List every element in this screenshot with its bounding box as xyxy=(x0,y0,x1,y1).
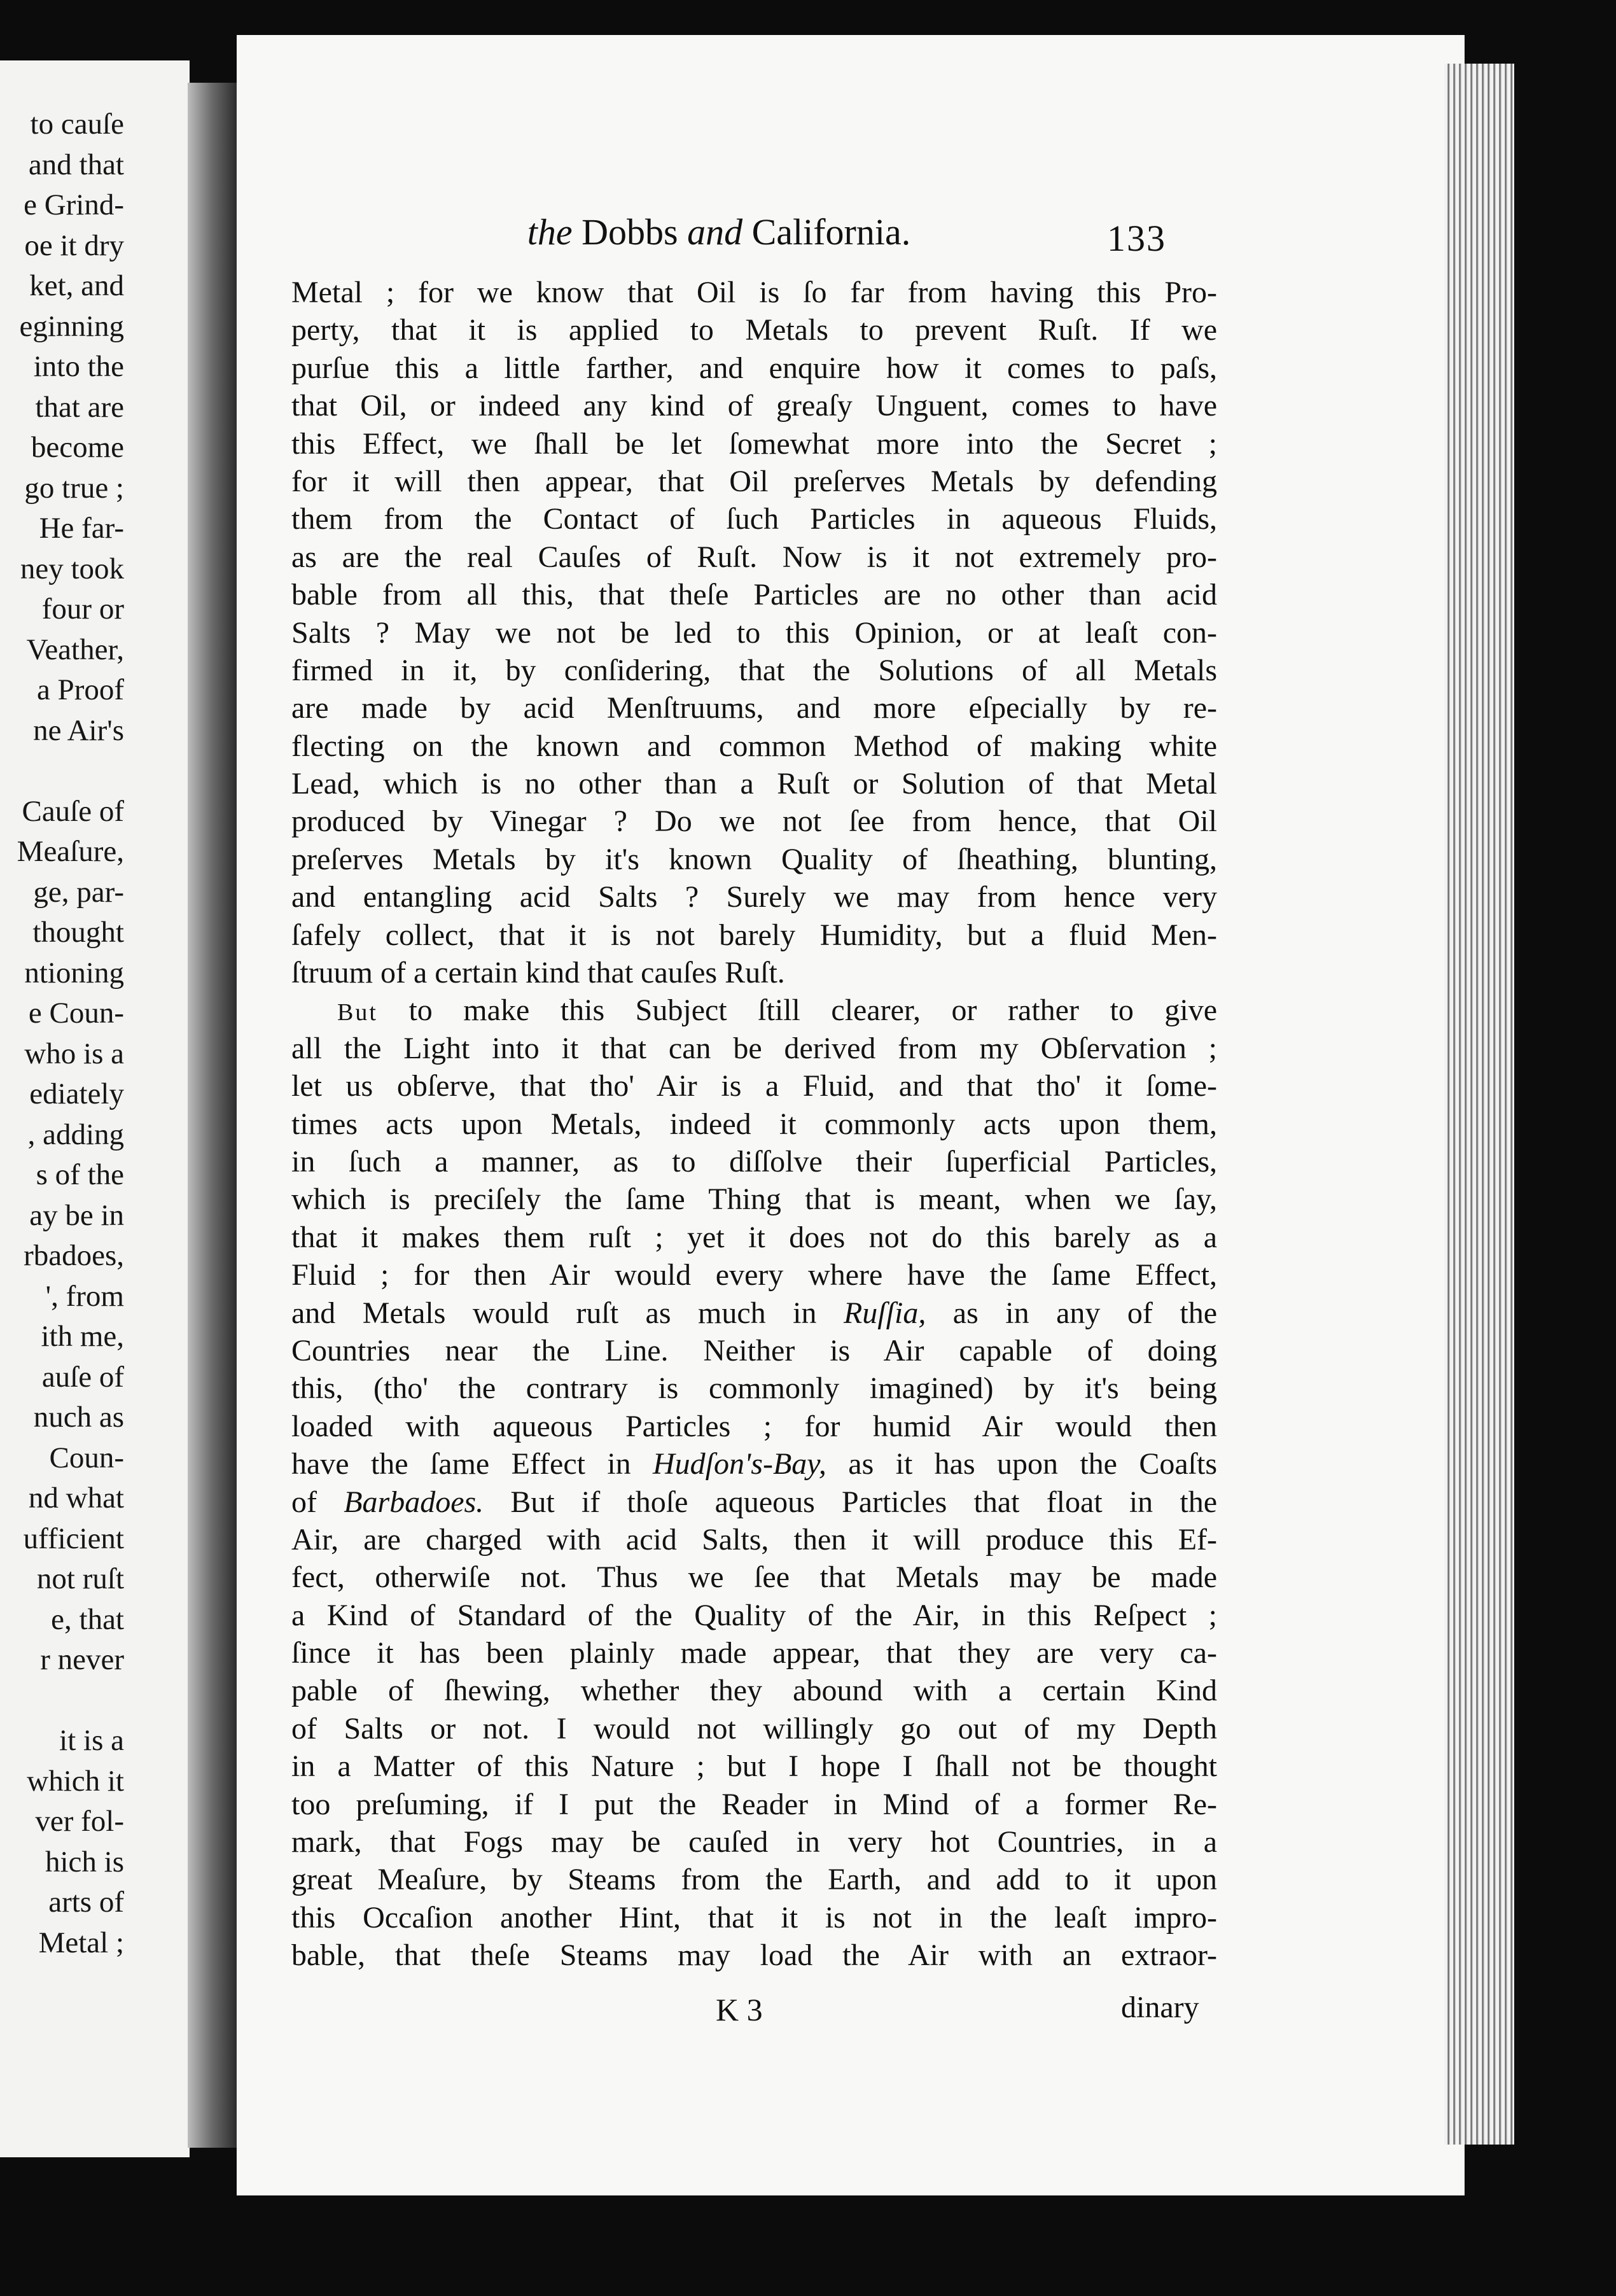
signature-mark: K 3 xyxy=(716,1992,763,2027)
facing-page-line: Veather, xyxy=(26,633,124,666)
running-head-roman-1: Dobbs xyxy=(572,211,688,253)
text-line: bable, that theſe Steams may load the Air with an extraor- xyxy=(291,1938,1217,1973)
text-line xyxy=(291,1483,1217,1521)
facing-page-line: hich is xyxy=(45,1845,124,1879)
facing-page-line: Coun- xyxy=(49,1441,124,1474)
text-line: ſince it has been plainly made appear, that they are very ca- xyxy=(291,1636,1217,1670)
text-line: all the Light into it that can be derived from my Obſervation ; xyxy=(291,1031,1217,1065)
text-line: loaded with aqueous Particles ; for humid Air would then xyxy=(291,1409,1217,1443)
text-line: flecting on the known and common Method of making white xyxy=(291,729,1217,763)
text-line: them from the Contact of ſuch Particles in aqueous Fluids, xyxy=(291,502,1217,536)
facing-page-fragment xyxy=(0,60,190,2157)
facing-page-line: oe it dry xyxy=(24,228,124,262)
facing-page-line: four or xyxy=(41,592,124,626)
text-line: this Effect, we ſhall be let ſomewhat more into the Secret ; xyxy=(291,426,1217,461)
facing-page-line: ket, and xyxy=(29,269,124,302)
text-line: this Occaſion another Hint, that it is not in the leaſt impro- xyxy=(291,1900,1217,1935)
running-head-roman-2: California. xyxy=(742,211,911,253)
facing-page-line: go true ; xyxy=(24,471,124,505)
facing-page-line: and that xyxy=(28,148,124,181)
binding-gutter xyxy=(188,83,242,2148)
text-line: and entangling acid Salts ? Surely we may from hence very xyxy=(291,880,1217,914)
facing-page-line: it is a xyxy=(59,1724,124,1757)
text-line: as are the real Cauſes of Ruſt. Now is it not extremely pro- xyxy=(291,540,1217,574)
text-line: that Oil, or indeed any kind of greaſy Unguent, comes to have xyxy=(291,389,1217,423)
text-line: firmed in it, by conſidering, that the Solutions of all Metals xyxy=(291,653,1217,687)
text-line xyxy=(291,1294,1217,1332)
text-segment: to make this Subject ſtill clearer, or rather to give xyxy=(377,993,1217,1028)
text-line: too preſuming, if I put the Reader in Mind of a former Re- xyxy=(291,1787,1217,1821)
facing-page-line: to cauſe xyxy=(30,108,124,141)
facing-page-line: become xyxy=(31,431,124,464)
text-segment: But if thoſe aqueous Particles that float in the xyxy=(484,1485,1218,1519)
facing-page-line: ', from xyxy=(45,1279,124,1313)
text-line: Metal ; for we know that Oil is ſo far from having this Pro- xyxy=(291,276,1217,309)
facing-page-line: rbadoes, xyxy=(24,1239,124,1272)
text-line: this, (tho' the contrary is commonly imagined) by it's being xyxy=(291,1371,1217,1406)
text-line: Fluid ; for then Air would every where have the ſame Effect, xyxy=(291,1258,1217,1292)
facing-page-line: e, that xyxy=(51,1602,124,1636)
text-line: let us obſerve, that tho' Air is a Fluid, and that tho' it ſome- xyxy=(291,1069,1217,1103)
facing-page-line: arts of xyxy=(48,1886,124,1919)
text-line: Salts ? May we not be led to this Opinion, or at leaſt con- xyxy=(291,615,1217,650)
facing-page-line: ver fol- xyxy=(35,1805,124,1838)
running-head-italic-2: and xyxy=(687,211,743,253)
text-line: that it makes them ruſt ; yet it does not do this barely as a xyxy=(291,1220,1217,1254)
text-line: bable from all this, that theſe Particles are no other than acid xyxy=(291,578,1217,612)
facing-page-line: eginning xyxy=(19,309,124,343)
text-line: perty, that it is applied to Metals to prevent Ruſt. If we xyxy=(291,313,1217,347)
text-segment: as in any of the xyxy=(926,1296,1218,1330)
facing-page-line: who is a xyxy=(24,1037,124,1070)
page-number: 133 xyxy=(1107,218,1166,259)
italic-name: Ruſſia, xyxy=(843,1296,926,1330)
text-line: are made by acid Menſtruums, and more eſpecially by re- xyxy=(291,691,1217,725)
facing-page-line: ne Air's xyxy=(33,713,124,747)
facing-page-line: ediately xyxy=(29,1077,124,1110)
facing-page-line: that are xyxy=(35,390,124,424)
running-head xyxy=(499,210,938,255)
text-line: of Salts or not. I would not willingly go out of my Depth xyxy=(291,1711,1217,1746)
italic-name: Barbadoes. xyxy=(344,1485,484,1519)
facing-page-line: ney took xyxy=(20,552,124,585)
text-line: produced by Vinegar ? Do we not ſee from hence, that Oil xyxy=(291,804,1217,839)
small-caps-lead: But xyxy=(337,999,378,1026)
text-line: for it will then appear, that Oil preſerves Metals by defending xyxy=(291,464,1217,498)
text-line xyxy=(291,1445,1217,1483)
facing-page-line: Meaſure, xyxy=(17,835,124,868)
text-line: Air, are charged with acid Salts, then it will produce this Ef- xyxy=(291,1522,1217,1557)
facing-page-line: ntioning xyxy=(24,956,124,990)
facing-page-line: into the xyxy=(33,350,124,383)
text-line: in ſuch a manner, as to diſſolve their ſuperficial Particles, xyxy=(291,1144,1217,1179)
page-edges xyxy=(1444,64,1514,2145)
text-line: pable of ſhewing, whether they abound with a certain Kind xyxy=(291,1674,1217,1708)
facing-page-line: e Coun- xyxy=(28,997,124,1030)
facing-page-line: r never xyxy=(40,1643,124,1676)
facing-page-line: auſe of xyxy=(41,1360,124,1394)
facing-page-line: He far- xyxy=(39,512,124,545)
text-line: purſue this a little farther, and enquire how it comes to paſs, xyxy=(291,351,1217,385)
text-line: ſafely collect, that it is not barely Humidity, but a fluid Men- xyxy=(291,918,1217,952)
catchword: dinary xyxy=(1121,1991,1199,2024)
text-line: which is preciſely the ſame Thing that is meant, when we ſay, xyxy=(291,1182,1217,1217)
text-line: in a Matter of this Nature ; but I hope I ſhall not be thought xyxy=(291,1749,1217,1784)
text-line: ſtruum of a certain kind that cauſes Ruſt. xyxy=(291,956,785,990)
text-line: preſerves Metals by it's known Quality of ſheathing, blunting, xyxy=(291,842,1217,876)
text-line: times acts upon Metals, indeed it commonly acts upon them, xyxy=(291,1107,1217,1141)
body-text xyxy=(291,274,1217,1975)
facing-page-line: thought xyxy=(32,916,124,949)
text-line: fect, otherwiſe not. Thus we ſee that Metals may be made xyxy=(291,1560,1217,1595)
facing-page-line: nd what xyxy=(28,1481,124,1515)
italic-name: Hudſon's-Bay, xyxy=(653,1447,826,1481)
facing-page-line: ay be in xyxy=(29,1198,124,1232)
facing-page-line: not ruſt xyxy=(36,1562,124,1595)
facing-page-line: a Proof xyxy=(36,673,124,706)
facing-page-line: , adding xyxy=(27,1117,124,1151)
running-head-italic-1: the xyxy=(527,211,573,253)
text-line: great Meaſure, by Steams from the Earth, and add to it upon xyxy=(291,1863,1217,1897)
facing-page-line: s of the xyxy=(36,1158,124,1191)
facing-page-line: Cauſe of xyxy=(22,794,124,828)
facing-page-line: ufficient xyxy=(23,1522,124,1555)
facing-page-line: nuch as xyxy=(33,1401,124,1434)
facing-page-line: ith me, xyxy=(41,1320,124,1353)
text-line: a Kind of Standard of the Quality of the Air, in this Reſpect ; xyxy=(291,1598,1217,1632)
text-line: mark, that Fogs may be cauſed in very hot Countries, in a xyxy=(291,1825,1217,1859)
facing-page-line: e Grind- xyxy=(24,188,124,221)
text-segment: have the ſame Effect in xyxy=(291,1447,653,1481)
text-segment: as it has upon the Coaſts xyxy=(826,1447,1218,1481)
facing-page-line: which it xyxy=(27,1764,124,1798)
text-line xyxy=(291,991,1217,1029)
facing-page-line: ge, par- xyxy=(33,875,124,909)
text-segment: and Metals would ruſt as much in xyxy=(291,1296,844,1330)
text-line: Countries near the Line. Neither is Air capable of doing xyxy=(291,1333,1217,1368)
facing-page-line: Metal ; xyxy=(38,1926,124,1959)
text-segment: of xyxy=(291,1485,344,1519)
text-line: Lead, which is no other than a Ruſt or Solution of that Metal xyxy=(291,767,1217,801)
